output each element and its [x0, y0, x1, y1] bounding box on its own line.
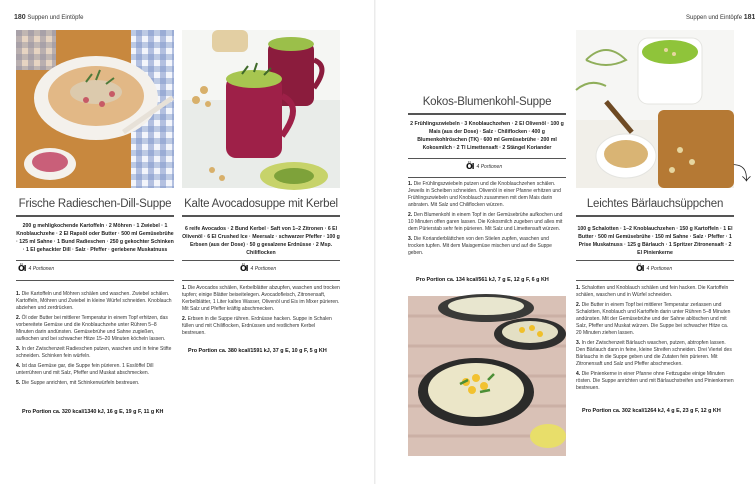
- ingredients-avocado: 6 reife Avocados · 2 Bund Kerbel · Saft von 1–2 Zitronen · 6 El Olivenöl · 6 El Crushed Ice · Meersalz · schwarzer Pfeffer · 100 g Erbsen (aus der Dose) · 50 g gesalzene Erdnüsse · 2 Msp. Chiliflocken: [182, 226, 340, 256]
- portion-label: 4 Portionen: [250, 265, 277, 272]
- step: 2. Die Butter in einem Topf bei mittlerer Temperatur zerlassen und Schalotten, Knoblauch und Kartoffeln darin unter Rühren 5–8 Minuten andünsten. Mit der Gemüsebrühe und der Sahne ablöschen und mit Salz, Pfeffer und Muskat würzen. Die Suppe bei schwacher Hitze ca. 20 Minuten ziehen lassen.: [576, 302, 731, 336]
- left-section-title: Suppen und Eintöpfe: [27, 15, 84, 21]
- recipe-title-wild-garlic: Leichtes Bärlauchsüppchen: [586, 198, 724, 210]
- right-page-number: 181: [743, 14, 755, 21]
- oil-bottle-icon: Öl: [636, 264, 644, 273]
- photo-wild-garlic-soup: [576, 30, 734, 188]
- recipe-title-cauliflower: Kokos-Blumenkohl-Suppe: [422, 96, 552, 108]
- right-section-title: Suppen und Eintöpfe: [686, 15, 743, 21]
- steps-wild-garlic: [576, 285, 734, 395]
- portion-rule: [16, 280, 174, 281]
- portion-label: 4 Portionen: [476, 163, 503, 170]
- oil-bottle-icon: Öl: [240, 264, 248, 273]
- right-running-head: [686, 14, 755, 21]
- title-rule: [16, 215, 174, 217]
- step: 3. In der Zwischenzeit Bärlauch waschen, putzen, abtropfen lassen. Den Bärlauch dann in feine, kleine Streifen schneiden. Drei Viertel des Bärlauchs in die Suppe geben und die Zutaten fein pürieren. Mit Zitronensaft und Salz und Pfeffer abschmecken.: [576, 340, 732, 367]
- ingredients-rule: [408, 158, 566, 159]
- step: 1. Die Frühlingszwiebeln putzen und die Knoblauchzehen schälen. Jeweils in Scheiben schneiden. Olivenöl in einer Pfanne erhitzen und Frühlingszwiebeln und Knoblauch zusammen mit dem Mais darin anbraten. Mit Salz und Chiliflocken würzen.: [408, 181, 561, 208]
- photo-cauliflower-soup: [408, 296, 566, 456]
- title-rule: [408, 113, 566, 115]
- step: 2. Den Blumenkohl in einem Topf in der Gemüsebrühe aufkochen und 10 Minuten offen garen lassen. Die Kokosmilch zugeben und alles mit dem Pürierstab sehr fein pürieren. Mit Salz und Limettensaft würzen.: [408, 212, 563, 232]
- photo-avocado-soup: [182, 30, 340, 188]
- nutrition-cauliflower: Pro Portion ca. 134 kcal/561 kJ, 7 g E, 12 g F, 6 g KH: [416, 277, 549, 283]
- nutrition-radish: Pro Portion ca. 320 kcal/1340 kJ, 16 g E, 19 g F, 11 g KH: [22, 409, 164, 415]
- curved-arrow-icon: ⤵: [733, 164, 751, 184]
- portion-label: 4 Portionen: [28, 265, 55, 272]
- ingredients-rule: [16, 260, 174, 261]
- ingredients-cauliflower: 2 Frühlingszwiebeln · 3 Knoblauchzehen · 2 El Olivenöl · 100 g Mais (aus der Dose) · Salz · Chiliflocken · 400 g Blumenkohlröschen (TK) · 600 ml Gemüsebrühe · 200 ml Kokosmilch · 2 Tl Limettensaft · 2 Stängel Koriander: [410, 121, 564, 151]
- step: 5. Die Suppe anrichten, mit Schinkenwürfeln bestreuen.: [16, 380, 140, 386]
- portion-rule: [576, 280, 734, 281]
- step: 4. Die Pinienkerne in einer Pfanne ohne Fettzugabe einige Minuten rösten. Die Suppe anrichten und mit Bärlauchstreifen und Pinienkernen bestreuen.: [576, 371, 734, 391]
- photo-radish-soup: [16, 30, 174, 188]
- ingredients-radish: 200 g mehligkochende Kartoffeln · 2 Möhren · 1 Zwiebel · 1 Knoblauchzehe · 2 El Rapsöl oder Butter · 500 ml Gemüsebrühe · 125 ml Sahne · 1 Bund Radieschen · 250 g gekochter Schinken · 1 El gehackter Dill · Salz · Pfeffer · geriebene Muskatnuss: [16, 223, 174, 253]
- steps-avocado: [182, 285, 340, 340]
- step: 3. Die Korianderblättchen von den Stielen zupfen, waschen und trocken tupfen. Mit dem Maisgemüse mischen und auf die Suppe geben.: [408, 236, 552, 256]
- step: 1. Die Kartoffeln und Möhren schälen und waschen. Zwiebel schälen. Kartoffeln, Möhren und Zwiebel in kleine Würfel schneiden. Knoblauch abziehen und zerdrücken.: [16, 291, 172, 311]
- oil-bottle-icon: Öl: [466, 162, 474, 171]
- oil-bottle-icon: Öl: [18, 264, 26, 273]
- step: 2. Erbsen in die Suppe rühren. Erdnüsse hacken. Suppe in Schalen füllen und mit Chiliflocken, Erdnüssen und restlichem Kerbel bestreuen.: [182, 316, 332, 336]
- ingredients-wild-garlic: 100 g Schalotten · 1–2 Knoblauchzehen · 150 g Kartoffeln · 1 El Butter · 500 ml Gemüsebrühe · 150 ml Sahne · Salz · Pfeffer · 1 Prise Muskatnuss · 125 g Bärlauch · 1 Spritzer Zitronensaft · 2 El Pinienkerne: [577, 226, 733, 256]
- steps-cauliflower: [408, 181, 566, 260]
- step: 4. Ist das Gemüse gar, die Suppe fein pürieren. 1 Esslöffel Dill unterrühren und mit Salz, Pfeffer und Muskat abschmecken.: [16, 363, 154, 376]
- nutrition-wild-garlic: Pro Portion ca. 302 kcal/1264 kJ, 4 g E, 23 g F, 12 g KH: [582, 408, 721, 414]
- portions-cauliflower: [466, 162, 502, 171]
- portion-label: 4 Portionen: [646, 265, 673, 272]
- ingredients-rule: [182, 260, 340, 261]
- step: 2. Öl oder Butter bei mittlerer Temperatur in einem Topf erhitzen, das vorbereitete Gemüse und die Knoblauchzehe unter Rühren 5–8 Minuten darin andünsten. Gemüsebrühe und Sahne zugießen, aufkochen und bei schwacher Hitze 15–20 Minuten köcheln lassen.: [16, 315, 168, 342]
- left-page-number: 180: [14, 14, 26, 21]
- left-running-head: [14, 14, 83, 21]
- steps-radish: [16, 291, 174, 390]
- book-gutter: [374, 0, 376, 484]
- portion-rule: [182, 280, 340, 281]
- portions-wild-garlic: [636, 264, 672, 273]
- portion-rule: [408, 177, 566, 178]
- recipe-title-radish: Frische Radieschen-Dill-Suppe: [18, 198, 172, 210]
- step: 1. Die Avocados schälen, Kerbelblätter abzupfen, waschen und trocken tupfen; einige Blätter beiseitelegen. Avocadofleisch, Zitronensaft, Kerbelblätter, 1 Liter kaltes Wasser, Olivenöl und Eis im Mixer pürieren. Mit Salz und Pfeffer kräftig abschmecken.: [182, 285, 340, 312]
- title-rule: [182, 215, 340, 217]
- title-rule: [576, 215, 734, 217]
- portions-avocado: [240, 264, 276, 273]
- recipe-title-avocado: Kalte Avocadosuppe mit Kerbel: [184, 198, 338, 210]
- portions-radish: [18, 264, 54, 273]
- nutrition-avocado: Pro Portion ca. 380 kcal/1591 kJ, 37 g E, 10 g F, 5 g KH: [188, 348, 327, 354]
- ingredients-rule: [576, 260, 734, 261]
- step: 1. Schalotten und Knoblauch schälen und fein hacken. Die Kartoffeln schälen, waschen und in Würfel schneiden.: [576, 285, 729, 298]
- step: 3. In der Zwischenzeit Radieschen putzen, waschen und in feine Stifte schneiden. Schinken fein würfeln.: [16, 346, 172, 359]
